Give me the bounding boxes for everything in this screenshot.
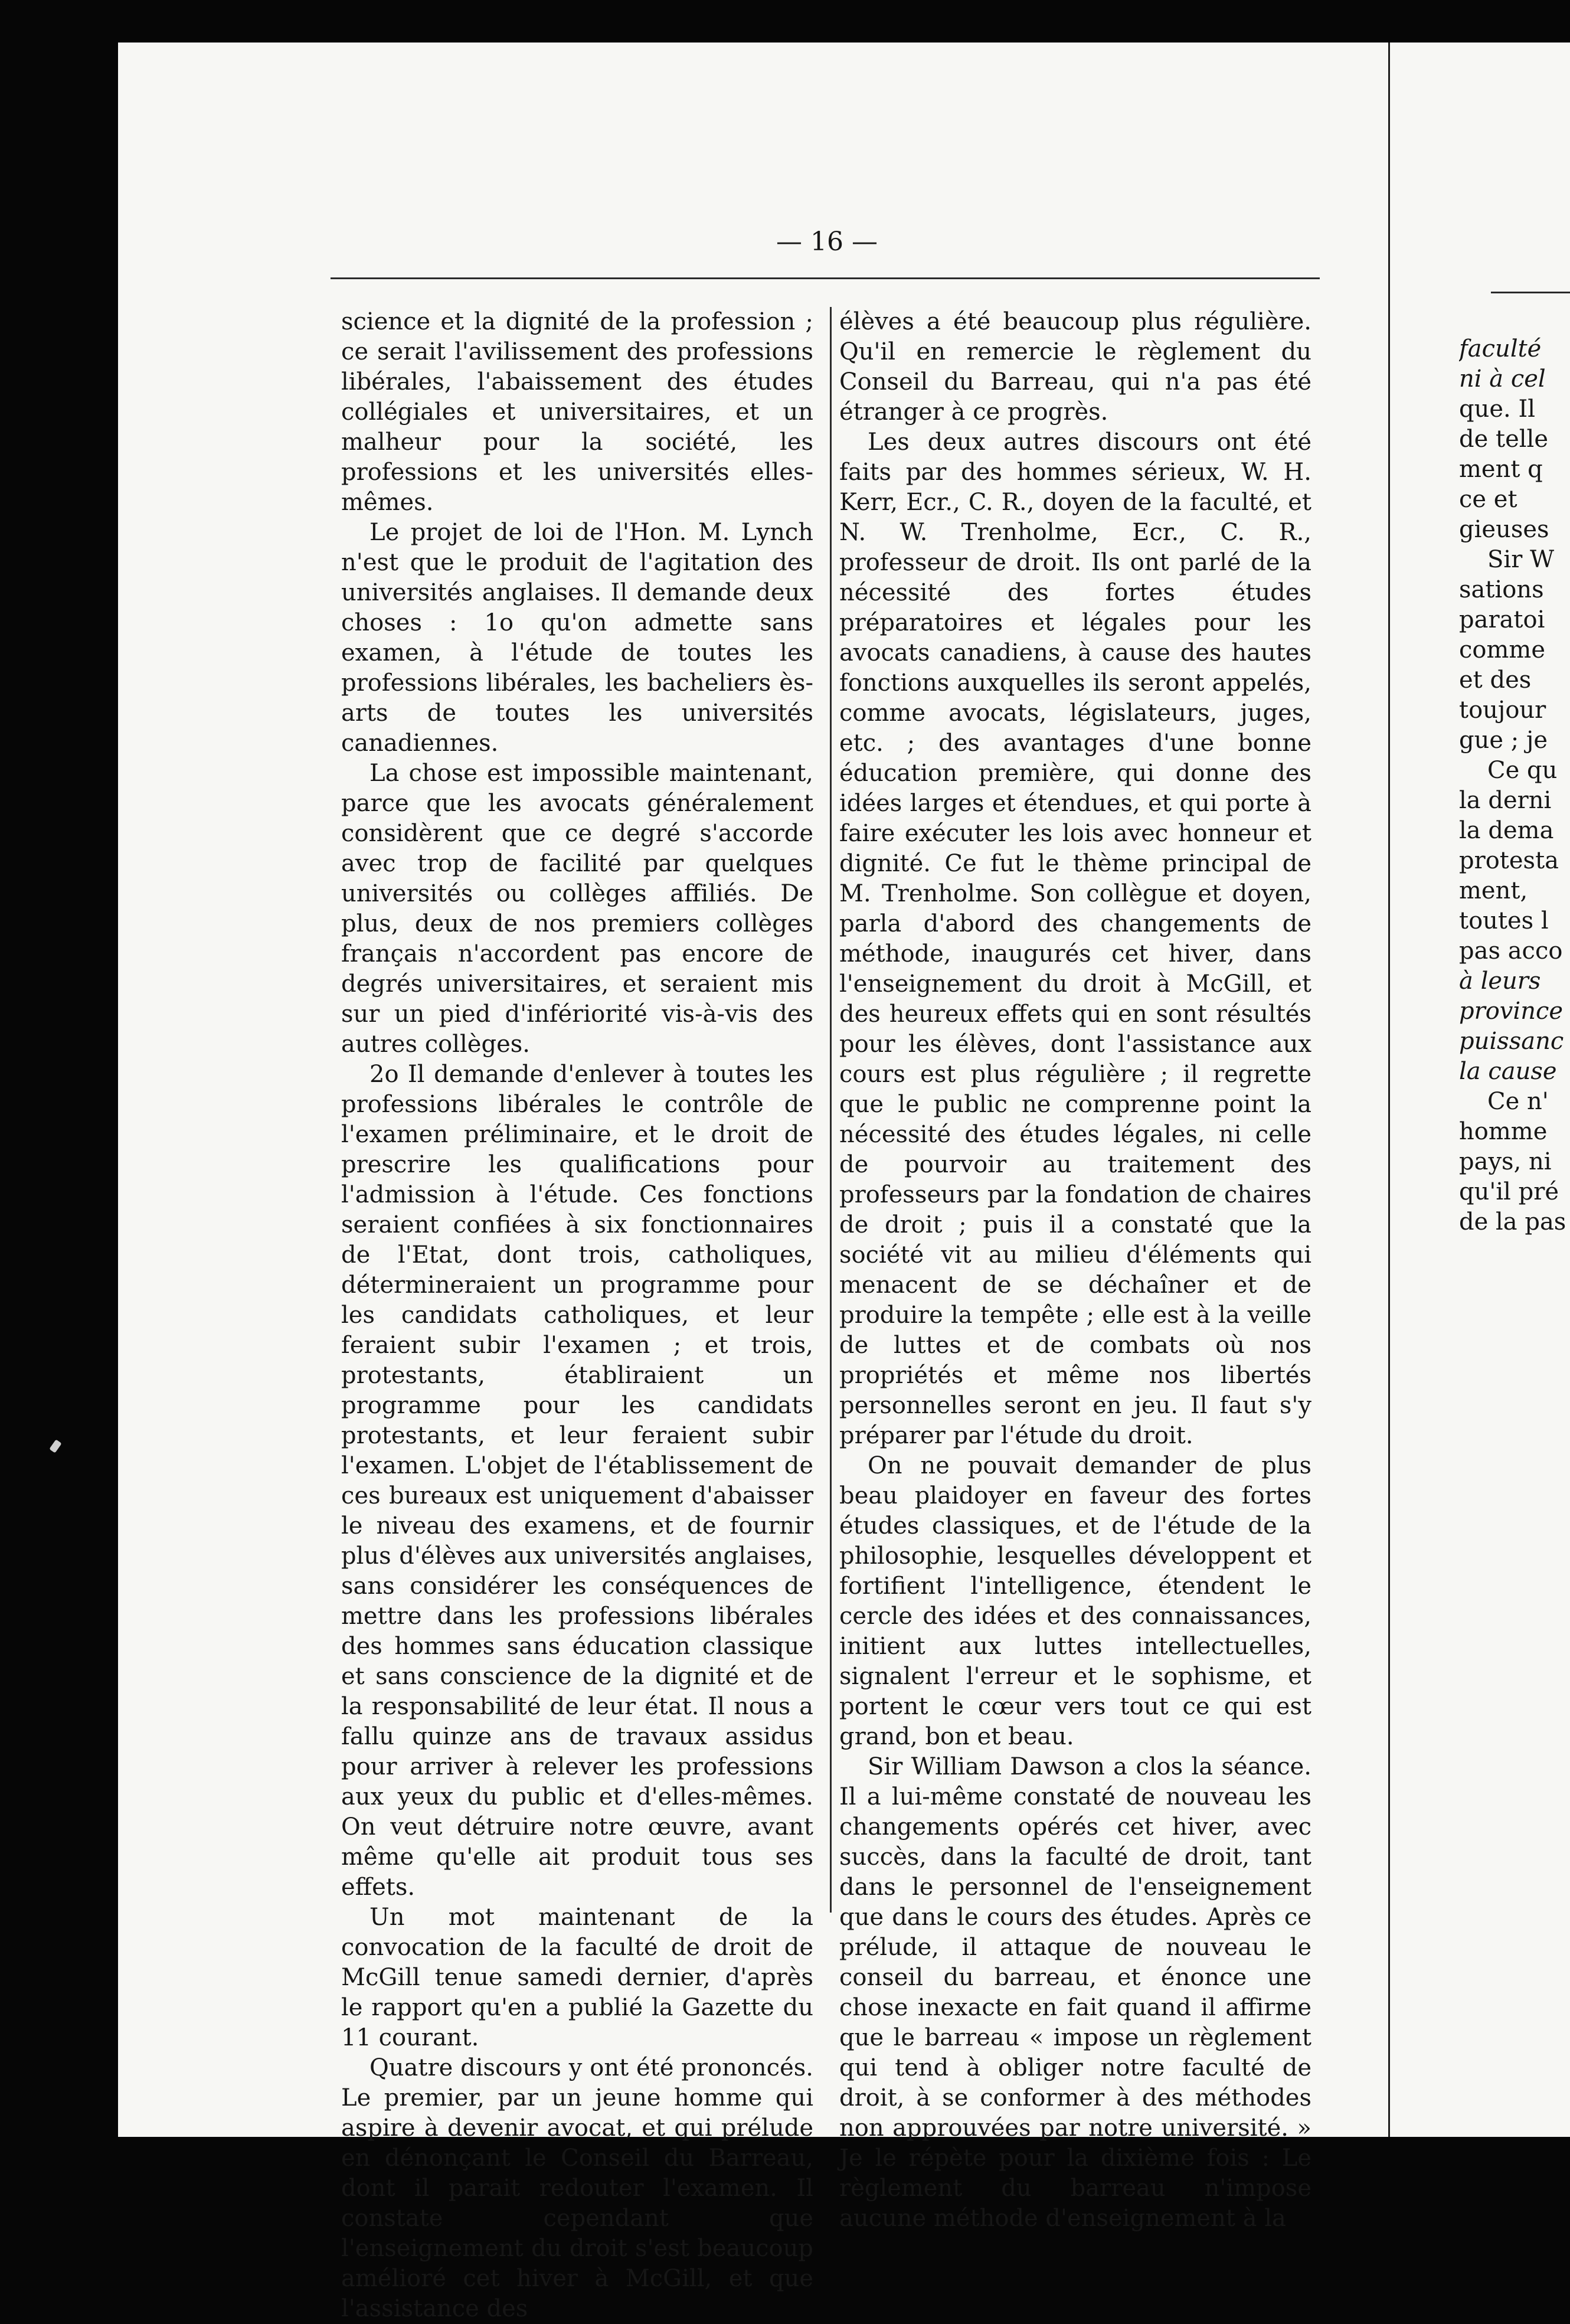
text-line: de telle (1459, 426, 1548, 453)
text-line: qu'il pré (1459, 1178, 1559, 1205)
text-line: et des (1459, 666, 1532, 694)
text-line: Ce qu (1487, 757, 1558, 784)
text-line: de la pas (1459, 1208, 1566, 1235)
paragraph: La chose est impossible maintenant, parce que les avocats généralement considèrent que ce degré s'accorde avec trop de facilité par quelques universités ou collèges affiliés. De plus, deux de nos premiers collèges français n'accordent pas encore de degrés universitaires, et seraient mis sur un pied d'infériorité vis-à-vis des autres collèges. (341, 760, 813, 1058)
page-number: — 16 — (776, 227, 878, 257)
text-line: ment, (1459, 877, 1528, 904)
text-line: comme (1459, 636, 1546, 663)
text-line: paratoi (1459, 606, 1545, 633)
text-line: gieuses (1459, 516, 1549, 543)
text-line: ni à cel (1459, 365, 1546, 393)
header-rule (331, 277, 1320, 279)
text-line: Sir W (1487, 546, 1555, 573)
text-line: ce et (1459, 486, 1517, 513)
paragraph: On ne pouvait demander de plus beau plaidoyer en faveur des fortes études classiques, et de l'étude de la philosophie, lesquelles développent et fortifient l'intelligence, étendent le cercle des idées et des connaissances, initient aux luttes intellectuelles, signalent l'erreur et le sophisme, et portent le cœur vers tout ce qui est grand, bon et beau. (839, 1452, 1311, 1750)
paragraph: Quatre discours y ont été prononcés. Le premier, par un jeune homme qui aspire à devenir avocat, et qui prélude en dénonçant le Conseil du Barreau, dont il parait redouter l'examen. Il constate cependant que l'enseignement du droit s'est beaucoup amélioré cet hiver à McGill, et que l'assistance des (341, 2054, 813, 2322)
paragraph: science et la dignité de la profession ; ce serait l'avilissement des professions libérales, l'abaissement des études collégiales et universitaires, et un malheur pour la société, les professions et les universités elles-mêmes. (341, 308, 813, 516)
paragraph: Les deux autres discours ont été faits par des hommes sérieux, W. H. Kerr, Ecr., C. R., doyen de la faculté, et N. W. Trenholme, Ecr., C. R., professeur de droit. Ils ont parlé de la nécessité des fortes études préparatoires et légales pour les avocats canadiens, à cause des hautes fonctions auxquelles ils seront appelés, comme avocats, législateurs, juges, etc. ; des avantages d'une bonne éducation première, qui donne des idées larges et étendues, et qui porte à faire exécuter les lois avec honneur et dignité. Ce fut le thème principal de M. Trenholme. Son collègue et doyen, parla d'abord des changements de méthode, inaugurés cet hiver, dans l'enseignement du droit à McGill, et des heureux effets qui en sont résultés pour les élèves, dont l'assistance aux cours est plus régulière ; il regrette que le public ne comprenne point la nécessité des études légales, ni celle de pourvoir au traitement des professeurs par la fondation de chaires de droit ; puis il a constaté que la société vit au milieu d'éléments qui menacent de se déchaîner et de produire la tempête ; elle est à la veille de luttes et de combats où nos propriétés et même nos libertés personnelles seront en jeu. Il faut s'y préparer par l'étude du droit. (839, 429, 1311, 1449)
text-line: la dema (1459, 817, 1554, 844)
text-line: province (1459, 998, 1564, 1025)
text-line: protesta (1459, 847, 1559, 874)
header-rule-right-page (1491, 292, 1570, 293)
paragraph: Le projet de loi de l'Hon. M. Lynch n'est que le produit de l'agitation des universités anglaises. Il demande deux choses : 1o qu'on admette sans examen, à l'étude de toutes les professions libérales, les bacheliers ès-arts de toutes les universités canadiennes. (341, 519, 813, 757)
paragraph: Sir William Dawson a clos la séance. Il a lui-même constaté de nouveau les changements opérés cet hiver, avec succès, dans la faculté de droit, tant dans le personnel de l'enseignement que dans le cours des études. Après ce prélude, il attaque de nouveau le conseil du barreau, et énonce une chose inexacte en fait quand il affirme que le barreau « impose un règlement qui tend à obliger notre faculté de droit, à se conformer à des méthodes non approuvées par notre université. » Je le répète pour la dixième fois : Le règlement du barreau n'impose aucune méthode d'enseignement à la (839, 1753, 1311, 2232)
text-line: pays, ni (1459, 1148, 1552, 1175)
text-column-middle (839, 307, 1311, 2234)
text-line: toujour (1459, 697, 1546, 724)
paragraph: 2o Il demande d'enlever à toutes les professions libérales le contrôle de l'examen préliminaire, et le droit de prescrire les qualifications pour l'admission à l'étude. Ces fonctions seraient confiées à six fonctionnaires de l'Etat, dont trois, catholiques, détermineraient un programme pour les candidats catholiques, et leur feraient subir l'examen ; et trois, protestants, établiraient un programme pour les candidats protestants, et leur feraient subir l'examen. L'objet de l'établissement de ces bureaux est uniquement d'abaisser le niveau des examens, et de fournir plus d'élèves aux universités anglaises, sans considérer les conséquences de mettre dans les professions libérales des hommes sans éducation classique et sans conscience de la dignité et de la responsabilité de leur état. Il nous a fallu quinze ans de travaux assidus pour arriver à relever les professions aux yeux du public et d'elles-mêmes. On veut détruire notre œuvre, avant même qu'elle ait produit tous ses effets. (341, 1061, 813, 1901)
text-line: gue ; je (1459, 727, 1548, 754)
text-line: puissanc (1459, 1028, 1564, 1055)
text-line: toutes l (1459, 907, 1549, 934)
text-column-right-page (1459, 334, 1570, 1237)
column-divider (830, 307, 832, 1913)
text-line: faculté (1459, 335, 1542, 362)
text-column-left (341, 307, 813, 2324)
text-line: ment q (1459, 456, 1543, 483)
text-line: à leurs (1459, 967, 1541, 995)
text-line: Ce n' (1487, 1088, 1549, 1115)
text-line: la derni (1459, 787, 1552, 814)
text-line: homme (1459, 1118, 1548, 1145)
text-line: que. Il (1459, 395, 1536, 423)
scan-speck (49, 1439, 61, 1453)
paragraph: élèves a été beaucoup plus régulière. Qu'il en remercie le règlement du Conseil du Barreau, qui n'a pas été étranger à ce progrès. (839, 308, 1311, 426)
text-line: pas acco (1459, 937, 1563, 965)
paragraph: Un mot maintenant de la convocation de la faculté de droit de McGill tenue samedi dernier, d'après le rapport qu'en a publié la Gazette du 11 courant. (341, 1904, 813, 2051)
text-line: sations (1459, 576, 1544, 603)
text-line: la cause (1459, 1058, 1557, 1085)
